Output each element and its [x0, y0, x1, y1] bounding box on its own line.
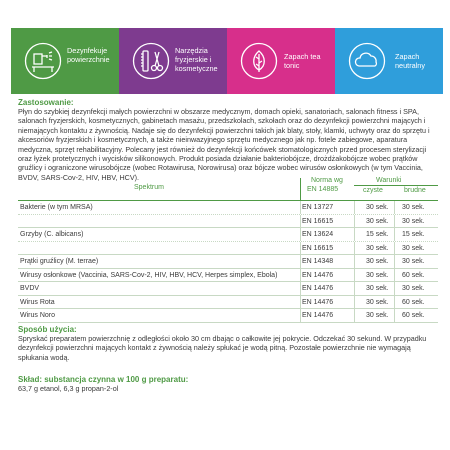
tile-label — [175, 46, 223, 73]
header-divider — [300, 178, 301, 200]
tea-leaf-icon — [240, 42, 278, 80]
usage-text: Płyn do szybkiej dezynfekcji małych powierzchni w obszarze medycznym, domach opieki, sanatoriach, salonach fitness i SPA, salonach fryzjerskich, kosmetycznych, gabinetach masażu, przedszkolach, szkołach oraz do dezynfekcji powierzchni mających i niemających kontaktu z żywnością. Nadaje się do dezynfekcji powierzchni takich jak blaty, stoły, klamki, uchwyty oraz do sprzętu i akcesoriów fryzjerskich i kosmetycznych, a także nieinwazyjnego sprzętu medycznego jak np. fotele zabiegowe, aparatura medyczna, sprzęt rehabilitacyjny. Polecany jest również do dezynfekcji końcówek stomatologicznych przed procesem sterylizacji oraz łyżek protetycznych i wycisków silikonowych. Produkt posiada działanie bakteriobójcze, drożdżakobójcze wobec prątków gruźlicy i ograniczone wirusobójcze (wobec Rotawirusa, Norowirusa) oraz bójcze wobec wirusów osłonkowych (w tym Vaccinia, BVDV, SARS-Cov-2, HIV, HBV, HCV). — [18, 107, 430, 182]
row-norm: EN 16615 — [302, 244, 334, 252]
row-spectrum: Grzyby (C. albicans) — [20, 231, 84, 238]
row-clean: 30 sek. — [366, 204, 389, 211]
tile-surface — [11, 28, 119, 94]
row-clean: 30 sek. — [366, 217, 389, 225]
row-spectrum: BVDV — [20, 285, 40, 292]
surface-spray-icon — [24, 42, 62, 80]
tile-surface-label: Dezynfekuje powierzchnie — [67, 46, 110, 64]
row-norm: EN 14476 — [302, 271, 334, 279]
row-dirty: 30 sek. — [402, 258, 425, 265]
row-norm: EN 14348 — [302, 258, 334, 265]
row-norm: EN 13727 — [302, 204, 334, 211]
row-clean: 30 sek. — [366, 312, 389, 319]
col-norm-line1: Norma wg — [311, 177, 343, 184]
instructions-heading: Sposób użycia: — [18, 325, 77, 334]
row-dirty: 30 sek. — [402, 204, 425, 211]
table-header — [18, 176, 438, 201]
table-row — [18, 215, 438, 229]
row-dirty: 30 sek. — [402, 244, 425, 252]
instructions-text: Spryskać preparatem powierzchnię z odległości około 30 cm dbając o całkowite jej pokrycie. Odczekać 30 sekund. W przypadku dezynfekcji powierzchni mających kontakt z żywnością należy spłukać je wodą pitną. Pozostałe powierzchnie nie wymagają spłukania wodą. — [18, 334, 427, 362]
feature-tiles — [11, 28, 443, 94]
row-clean: 15 sek. — [366, 231, 389, 238]
composition-section — [18, 375, 438, 393]
tile-label — [284, 52, 324, 70]
tile-tea-label: Zapach tea tonic — [284, 52, 321, 70]
row-clean: 30 sek. — [366, 244, 389, 252]
row-spectrum: Wirusy osłonkowe (Vaccinia, SARS-Cov-2, HIV, HBV, HCV, Herpes simplex, Ebola) — [20, 271, 278, 279]
row-spectrum: Prątki gruźlicy (M. terrae) — [20, 258, 99, 265]
row-clean: 30 sek. — [366, 298, 389, 306]
row-spectrum: Bakterie (w tym MRSA) — [20, 204, 93, 211]
col-clean: czyste — [363, 187, 383, 194]
row-clean: 30 sek. — [366, 271, 389, 279]
table-row — [18, 201, 438, 215]
row-norm: EN 14476 — [302, 312, 334, 319]
table-body — [18, 201, 438, 323]
cloud-icon — [348, 42, 386, 80]
row-dirty: 15 sek. — [402, 231, 425, 238]
usage-heading: Zastosowanie: — [18, 98, 74, 107]
tile-label — [67, 46, 119, 64]
col-spectrum: Spektrum — [134, 184, 164, 191]
tile-label — [395, 52, 435, 70]
composition-text: 63,7 g etanol, 6,3 g propan-2-ol — [18, 384, 119, 393]
comb-scissors-icon — [132, 42, 170, 80]
row-norm: EN 13624 — [302, 231, 334, 238]
table-row — [18, 228, 438, 242]
row-clean: 30 sek. — [366, 285, 389, 292]
row-spectrum: Wirus Noro — [20, 312, 56, 319]
row-dirty: 30 sek. — [402, 285, 425, 292]
row-dirty: 60 sek. — [402, 271, 425, 279]
tile-scent-neutral — [335, 28, 443, 94]
conditions-underline — [354, 185, 438, 186]
row-norm: EN 14476 — [302, 298, 334, 306]
table-row — [18, 309, 438, 323]
composition-heading: Skład: substancja czynna w 100 g preparatu: — [18, 375, 189, 384]
row-dirty: 60 sek. — [402, 298, 425, 306]
tile-tools-label: Narzędzia fryzjerskie i kosmetyczne — [175, 46, 218, 73]
table-row — [18, 296, 438, 310]
tile-tools — [119, 28, 227, 94]
instructions-section — [18, 325, 438, 362]
row-dirty: 30 sek. — [402, 217, 425, 225]
row-dirty: 60 sek. — [402, 312, 425, 319]
col-conditions: Warunki — [376, 177, 402, 184]
table-row — [18, 242, 438, 256]
col-dirty: brudne — [404, 187, 426, 194]
row-spectrum: Wirus Rota — [20, 298, 55, 306]
row-clean: 30 sek. — [366, 258, 389, 265]
usage-section — [18, 98, 438, 182]
col-norm-line2: EN 14885 — [307, 186, 339, 193]
row-norm: EN 14476 — [302, 285, 334, 292]
table-row — [18, 269, 438, 283]
row-norm: EN 16615 — [302, 217, 334, 225]
table-row — [18, 255, 438, 269]
spectrum-table — [18, 176, 438, 323]
tile-neutral-label: Zapach neutralny — [395, 52, 426, 70]
table-row — [18, 282, 438, 296]
tile-scent-tea — [227, 28, 335, 94]
